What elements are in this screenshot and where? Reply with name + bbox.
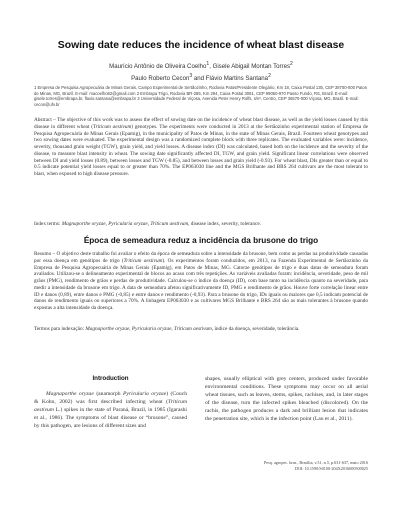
author-line-2 xyxy=(20,72,382,84)
index-terms-portuguese xyxy=(34,326,368,333)
author-sup: 2 xyxy=(268,72,271,79)
abstract-english xyxy=(34,117,368,178)
article-title: Sowing date reduces the incidence of wheat blast disease xyxy=(57,40,345,51)
author-line-1 xyxy=(20,60,382,72)
introduction-paragraph xyxy=(34,390,187,430)
index-species: Magnaporthe oryzae, Pyricularia oryzae, Triticum aestivum, xyxy=(85,326,214,332)
author-name: Maurício Antônio de Oliveira Coelho xyxy=(109,63,207,71)
author-name: Paulo Roberto Cecon xyxy=(131,74,190,82)
author-sup: 2 xyxy=(290,61,293,67)
resumo-text: O objetivo deste trabalho foi avaliar o efeito da época de semeadura sobre a intensidade da brusone, bem como as perdas na produtividade causadas por essa doença em genótipos de trigo ( xyxy=(34,251,368,264)
introduction-right-column xyxy=(205,375,368,424)
index-species: Magnaporthe oryzae, Pyricularia oryzae, Triticum aestivum, xyxy=(61,221,190,227)
author-list xyxy=(20,60,382,83)
resumo-label: Resumo – xyxy=(34,251,56,257)
species-name: Magnaporthe oryzae xyxy=(46,391,94,398)
journal-footer xyxy=(205,460,368,471)
index-terms-english xyxy=(34,221,368,228)
abstract-species: Triticum aestivum xyxy=(92,123,132,130)
journal-citation: Pesq. agropec. bras., Brasília, v.51, n.5, p.631-637, maio 2016 xyxy=(263,460,368,465)
paragraph-text: L.) spikes in the state of Paraná, Brazil, in 1985 (Igarashi et al., 1986). The symptoms of blast disease or “brusone”, caused by this pathogen, are lesions of different sizes and xyxy=(34,407,187,430)
paragraph-text: (anamorph xyxy=(93,391,124,398)
abstract-portuguese xyxy=(34,251,368,312)
paragraph-text: ) (Couch & Kohn, 2002) was first described infecting wheat ( xyxy=(34,391,188,406)
introduction-heading: Introduction xyxy=(92,375,129,382)
introduction-paragraph-continued: shapes, usually elliptical with grey centers, produced under favorable environmental conditions. These symptoms may occur on all aerial wheat tissues, such as leaves, stems, spikes, rachises, and, in later stages of the disease, turn the infected spikes bleached (discolored). On the rachis, the pathogen produces a dark and brilliant lesion that indicates the penetration site, which is the infection point (Lau et al., 2011). xyxy=(205,376,368,423)
author-sup: 3 xyxy=(189,72,193,79)
resumo-species: Triticum aestivum xyxy=(123,257,163,264)
index-text: índice da doença, severidade, tolerância. xyxy=(213,326,300,332)
doi: DOI: 10.1590/S0100-204X2016000500025 xyxy=(294,465,368,471)
abstract-text: ) genotypes. The experiments were conducted in 2013 at the Sertãozinho experimental station of Empresa de Pesquisa Agropecuária de Minas Gerais (Epamig), in the municipality of Patos de Minas, in the state of Minas Gerais, Brazil. Fourteen wheat genotypes and two sowing dates were evaluated. The experimental design was a randomized complete block with three replicates. The evaluated variables were: incidence, severity, thousand grain weight (TGW), grain yield, and yield losses. A disease index (DI) was calculated, based both on the incidence and the severity of the disease, to measure blast intensity in wheat. The sowing date significantly affected DI, TGW, and grain yield. Significant linear correlations were observed between DI and yield losses (0.89), between losses and TGW (-0.85), and between losses and grain yield (-0.93). For wheat blast, DIs greater than or equal to 0.5 indicate potential yield losses equal to or greater than 70%. The EP063030 line and the MGS Brilhante and BRS 264 cultivars are the most tolerant to blast, when exposed to high disease pressure. xyxy=(34,123,368,177)
index-label: Index terms: xyxy=(34,221,62,227)
species-name: Pyricularia oryzae xyxy=(123,391,167,398)
introduction-left-column xyxy=(34,375,187,431)
author-name: , Gisele Abigail Montan Torres xyxy=(209,63,291,71)
resumo-text: ). Os experimentos foram conduzidos, em 2013, na Fazenda Experimental de Sertãozinho da Empresa de Pesquisa Agropecuária de Minas Gerais (Epamig), em Patos de Minas, MG. Catorze genótipos de trigo e duas datas de semeadura foram avaliados. Utilizou-se o delineamento experimental de blocos ao acaso com três repetições. As variáveis avaliadas foram: incidência, severidade, peso de mil grãos (PMG), rendimento de grãos e perdas de produtividade. Calculou-se o índice da doença (ID), com base tanto na incidência quanto na severidade, para medir a intensidade da brusone em trigo. A data de semeadura afetou significativamente ID, PMG e rendimento de grãos. Houve forte correlação linear entre ID e danos (0,89), entre danos e PMG (-0,85) e entre danos e rendimento (-0,93). Para a brusone do trigo, IDs iguais ou maiores que 0,5 indicam potencial de danos de rendimento iguais ou superiores a 70%. A linhagem EP063030 e as cultivares MGS Brilhante e BRS 264 são as mais tolerantes à brusone quando expostas a alta intensidade da doença. xyxy=(34,257,368,311)
author-sup: 1 xyxy=(206,61,210,67)
index-label: Termos para indexação: xyxy=(34,326,86,332)
affiliations: 1 Empresa de Pesquisa Agropecuária de Minas Gerais, Campo Experimental de Sertãozinho, Rodovia Patos/Presidente Olegário, Km 18, Caixa Postal 135, CEP 38700-000 Patos de Minas, MG, Brazil. E-mail: macoelho82@gmail.com 2 Embrapa Trigo, Rodovia BR-285, Km 294, Caixa Postal 3081, CEP 99050-970 Passo Fundo, RS, Brazil. E-mail: gisele.torres@embrapa.br, flavio.santana@embrapa.br 3 Universidade Federal de Viçosa, Avenida Peter Henry Rolfs, s/nº, Centro, CEP 36570-000 Viçosa, MG, Brazil. E-mail: cecon@ufv.br xyxy=(34,85,367,108)
author-name: and Flávio Martins Santana xyxy=(192,74,269,82)
index-text: disease index, severity, tolerance. xyxy=(189,221,261,227)
abstract-text: The objective of this work was to assess the effect of sowing date on the incidence of wheat blast disease, as well as the yield losses caused by this disease in different wheat ( xyxy=(34,117,368,130)
species-name: Triticum aestivum xyxy=(34,399,187,414)
portuguese-title: Época de semeadura reduz a incidência da brusone do trigo xyxy=(83,236,319,245)
abstract-label: Abstract – xyxy=(34,117,56,123)
